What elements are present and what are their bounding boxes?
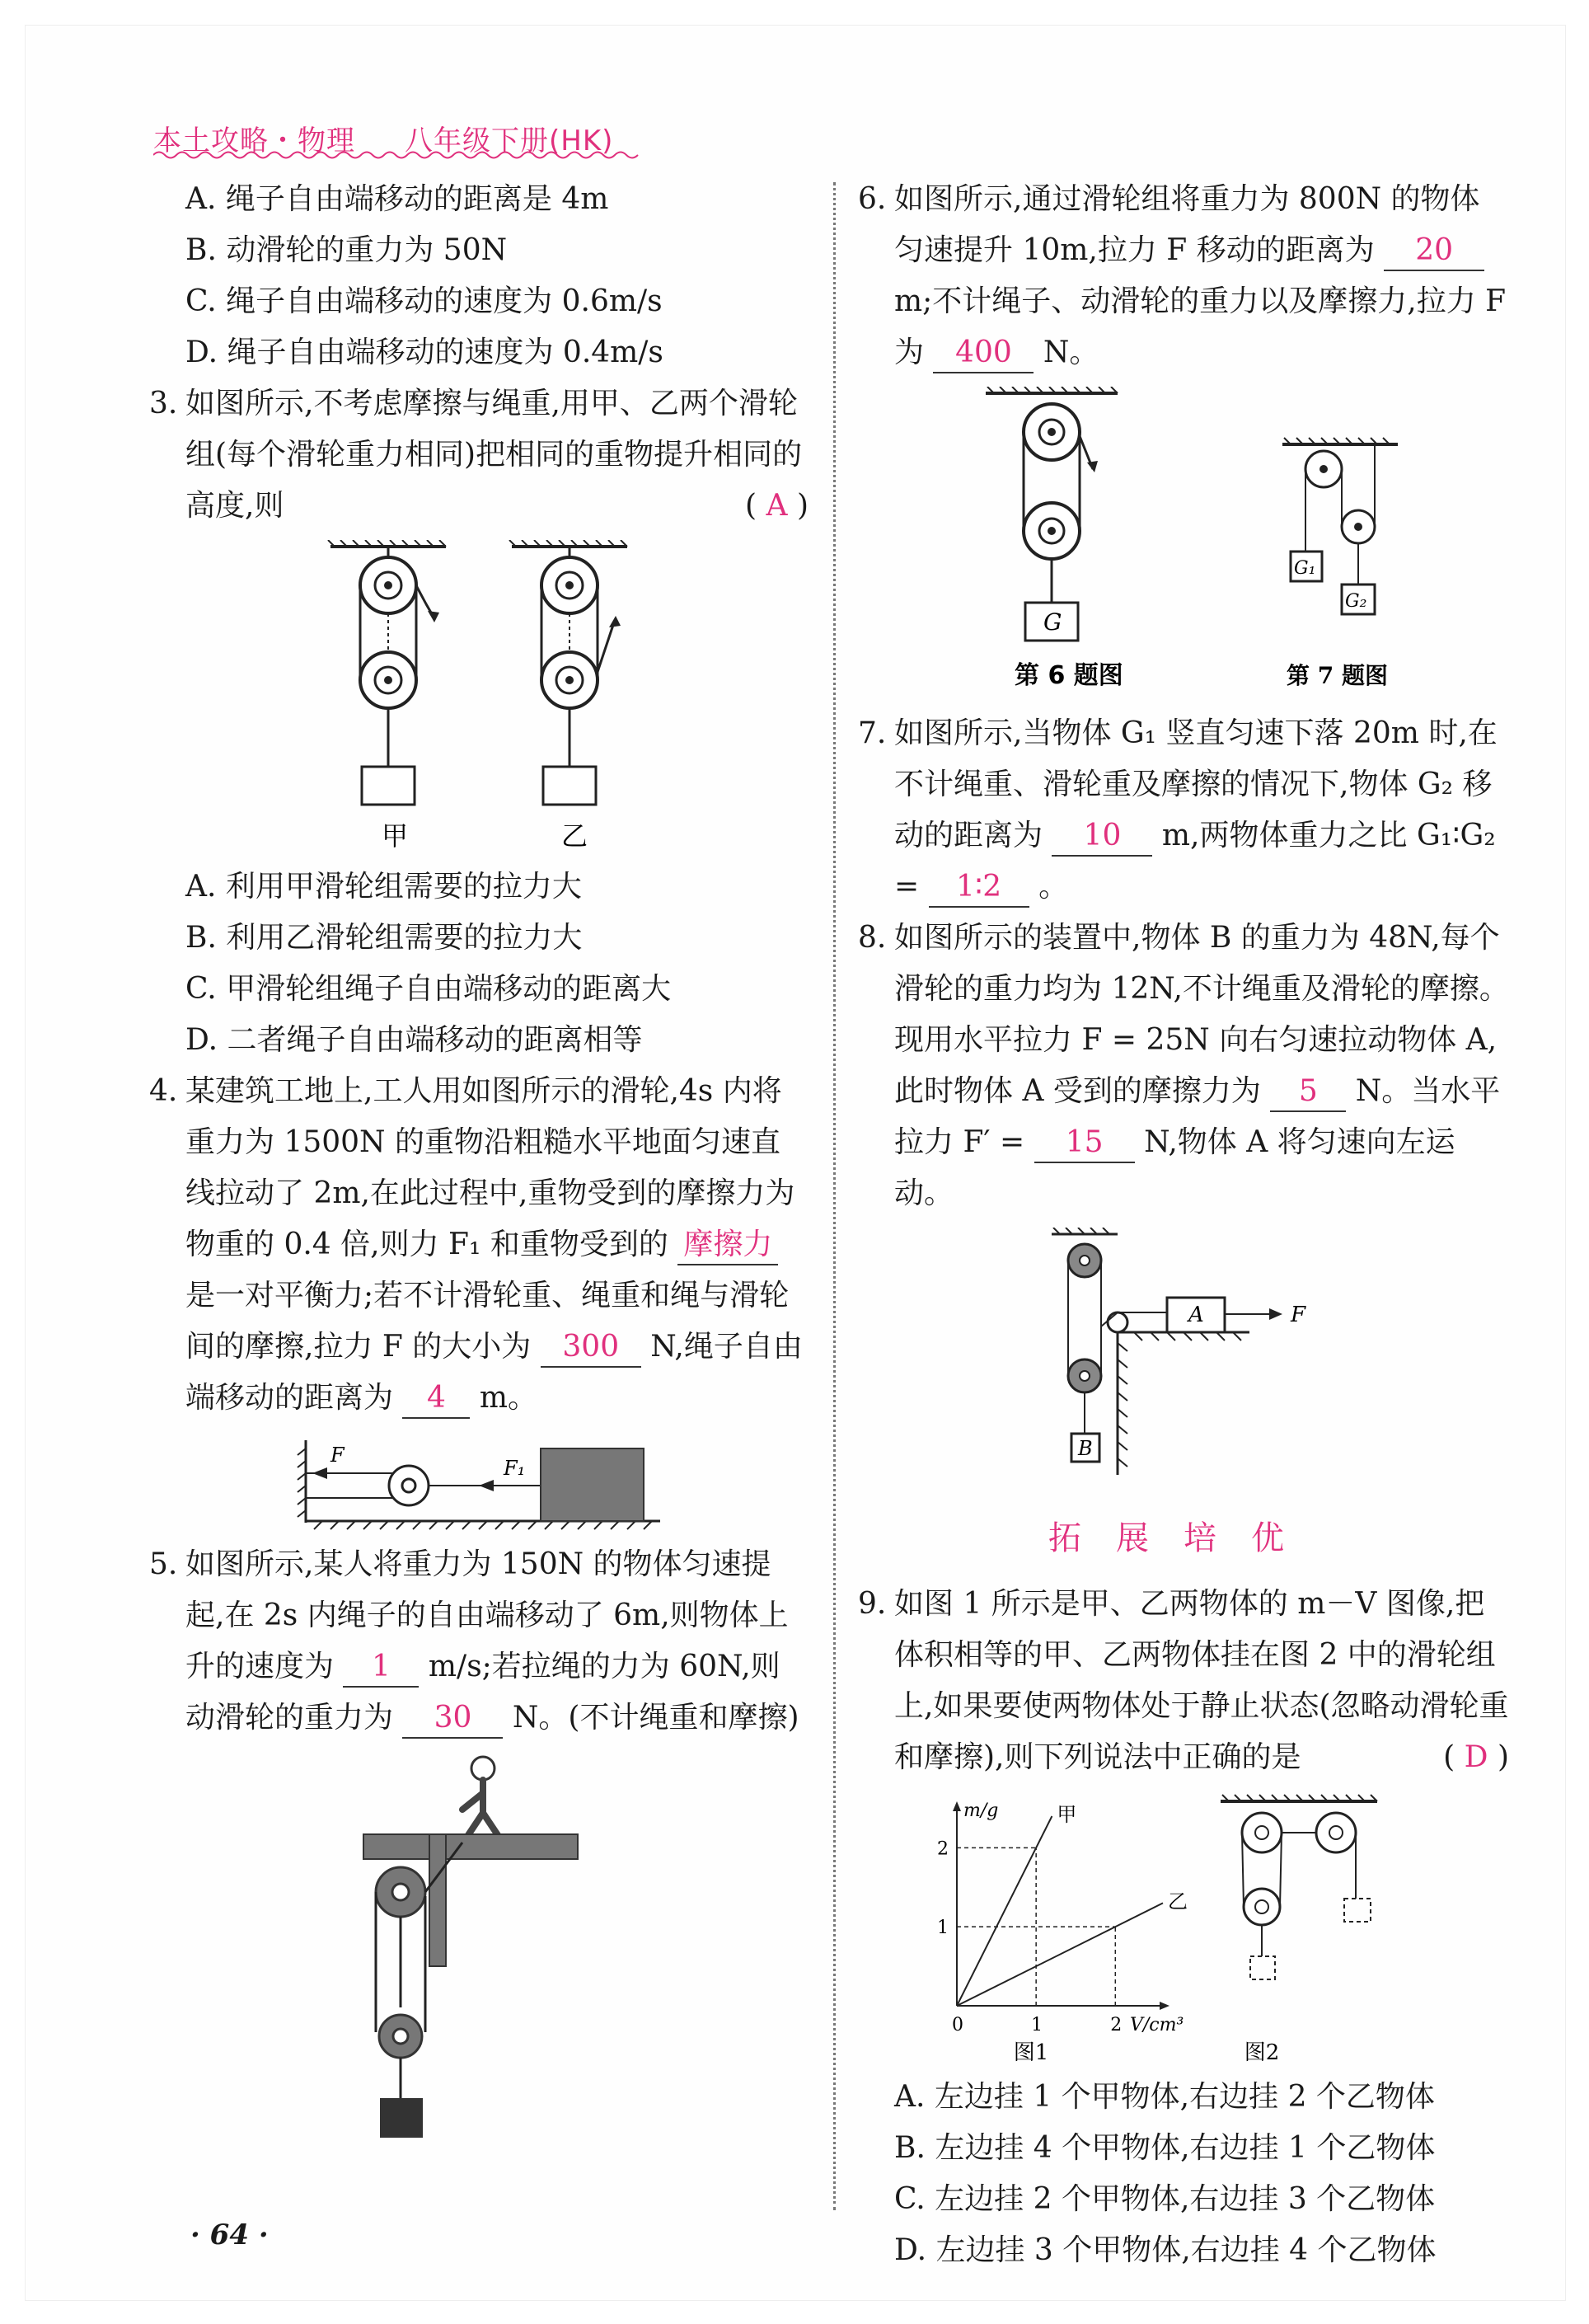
q4-text-2: 是一对平衡力;若不计滑轮重、绳重和绳与滑轮间的摩擦,拉力 F 的大小为 [185, 1279, 790, 1364]
page [25, 25, 1566, 2301]
q7-answer-1: 10 [1052, 817, 1152, 857]
q3-option-b: B. 利用乙滑轮组需要的拉力大 [185, 921, 583, 955]
q8-label-F: F [1291, 1303, 1306, 1327]
q4-figure [289, 1432, 668, 1531]
q5-text-2: m/s;若拉绳的力为 60N,则动滑轮的重力为 [185, 1650, 780, 1735]
q3-option-a: A. 利用甲滑轮组需要的拉力大 [185, 870, 582, 904]
q4-text-1: 某建筑工地上,工人用如图所示的滑轮,4s 内将重力为 1500N 的重物沿粗糙水平地面匀速直线拉动了 2m,在此过程中,重物受到的摩擦力为物重的 0.4 倍,则力 F₁ 和重物受到的 [185, 1074, 795, 1261]
q8-answer-1: 5 [1270, 1073, 1346, 1112]
q3-label-jia: 甲 [382, 820, 409, 852]
q8-label-A: A [1188, 1303, 1204, 1327]
section-title: 拓展培优 [1048, 1519, 1319, 1557]
q4-answer-1: 摩擦力 [677, 1226, 778, 1265]
question-5 [149, 1539, 809, 1744]
left-column [149, 174, 809, 2156]
chart-layer [937, 1801, 1188, 2035]
q8-figure [1035, 1228, 1332, 1491]
series-label-1: 甲 [1057, 1803, 1077, 1826]
q3-option-d: D. 二者绳子自由端移动的距离相等 [185, 1023, 643, 1057]
column-divider [833, 182, 836, 2210]
q4-number: 4. [149, 1074, 178, 1108]
q9-option-b: B. 左边挂 4 个甲物体,右边挂 1 个乙物体 [894, 2131, 1436, 2165]
q8-text-3: N,物体 A 将匀速向左运动。 [894, 1125, 1455, 1210]
q5-figure [355, 1752, 602, 2148]
q5-answer-2: 30 [402, 1699, 503, 1739]
q6-label-G: G [1043, 608, 1062, 636]
grade-title: 八年级下册(HK) [405, 124, 614, 157]
question-3 [149, 378, 809, 532]
q4-label-F: F [330, 1444, 345, 1467]
q9-answer: D [1464, 1740, 1488, 1774]
q7-text-2: m,两物体重力之比 G₁∶G₂ = [894, 819, 1496, 904]
book-title: 本土攻略・物理 [153, 124, 355, 157]
q9-pulley-figure [1212, 1791, 1394, 2063]
series-line-1 [957, 1816, 1052, 2006]
q6-answer-1: 20 [1384, 232, 1484, 271]
q4-label-F1: F₁ [504, 1457, 526, 1480]
series-label-2: 乙 [1168, 1890, 1188, 1913]
header-wavy-line [153, 149, 640, 161]
q5-number: 5. [149, 1547, 178, 1581]
q5-text-3: N。(不计绳重和摩擦) [512, 1701, 799, 1735]
pulley-caption: 图2 [1244, 2040, 1280, 2063]
q4-answer-3: 4 [402, 1379, 470, 1419]
q8-label-B: B [1078, 1437, 1093, 1460]
y-axis-label: m/g [963, 1801, 999, 1821]
q2-option-c: C. 绳子自由端移动的速度为 0.6m/s [185, 284, 663, 318]
q7-pulley-figure [1282, 438, 1398, 689]
q2-option-a: A. 绳子自由端移动的距离是 4m [185, 182, 609, 216]
q9-figures [858, 1791, 1509, 2063]
q7-text-3: 。 [1038, 870, 1069, 904]
page-number: · 64 · [190, 2218, 269, 2251]
q5-answer-1: 1 [343, 1648, 419, 1688]
q9-option-d: D. 左边挂 3 个甲物体,右边挂 4 个乙物体 [894, 2233, 1437, 2267]
q4-text-3: N,绳子自由端移动的距离为 [185, 1330, 803, 1415]
q9-option-a: A. 左边挂 1 个甲物体,右边挂 2 个乙物体 [894, 2080, 1435, 2114]
q6-pulley-figure [986, 387, 1123, 690]
q7-label-G1: G₁ [1294, 558, 1316, 579]
q2-options [149, 174, 809, 378]
q5-text-1: 如图所示,某人将重力为 150N 的物体匀速提起,在 2s 内绳子的自由端移动了 6m,则物体上升的速度为 [185, 1547, 789, 1683]
q9-option-c: C. 左边挂 2 个甲物体,右边挂 3 个乙物体 [894, 2182, 1436, 2216]
q9-number: 9. [858, 1587, 887, 1621]
q9-text: 如图 1 所示是甲、乙两物体的 m－V 图像,把体积相等的甲、乙两物体挂在图 2 中的滑轮组上,如果要使两物体处于静止状态(忽略动滑轮重和摩擦),则下列说法中正确的是 [894, 1587, 1509, 1774]
chart-caption: 图1 [1013, 2040, 1049, 2063]
q6-caption: 第 6 题图 [1015, 661, 1123, 690]
x-axis-label: V/cm³ [1130, 2015, 1184, 2035]
q6-text-2: m;不计绳子、动滑轮的重力以及摩擦力,拉力 F 为 [894, 284, 1507, 369]
pulley-system-yi [509, 540, 627, 852]
q6-q7-figures [920, 387, 1447, 700]
q6-answer-2: 400 [933, 334, 1034, 373]
y-tick-label: 2 [937, 1838, 949, 1860]
q3-options [149, 862, 809, 1066]
x-tick-label: 1 [1031, 2015, 1043, 2035]
q7-answer-2: 1∶2 [929, 868, 1029, 908]
question-8 [858, 913, 1509, 1219]
right-column [858, 174, 1509, 2276]
q2-option-b: B. 动滑轮的重力为 50N [185, 233, 508, 267]
question-9 [858, 1579, 1509, 1783]
q3-answer-paren: ( A ) [745, 489, 809, 523]
q4-answer-2: 300 [541, 1328, 641, 1368]
q3-option-c: C. 甲滑轮组绳子自由端移动的距离大 [185, 972, 672, 1006]
y-axis-arrow [953, 1801, 961, 1811]
q7-text-1: 如图所示,当物体 G₁ 竖直匀速下落 20m 时,在不计绳重、滑轮重及摩擦的情况下,物体 G₂ 移动的距离为 [894, 716, 1498, 852]
q3-text: 如图所示,不考虑摩擦与绳重,用甲、乙两个滑轮组(每个滑轮重力相同)把相同的重物提升相同的高度,则 [185, 387, 803, 523]
q3-number: 3. [149, 387, 178, 420]
q8-number: 8. [858, 921, 887, 955]
q6-text-1: 如图所示,通过滑轮组将重力为 800N 的物体匀速提升 10m,拉力 F 移动的距离为 [894, 182, 1480, 267]
q7-label-G2: G₂ [1345, 591, 1367, 612]
y-tick-label: 1 [937, 1918, 949, 1939]
q8-text-1: 如图所示的装置中,物体 B 的重力为 48N,每个滑轮的重力均为 12N,不计绳重及滑轮的摩擦。现用水平拉力 F = 25N 向右匀速拉动物体 A,此时物体 A 受到的摩擦力为 [894, 921, 1509, 1108]
q8-answer-2: 15 [1034, 1124, 1135, 1163]
series-line-2 [957, 1903, 1163, 2006]
x-axis-arrow [1160, 2002, 1169, 2010]
q7-number: 7. [858, 716, 887, 750]
q9-answer-paren: ( D ) [1443, 1740, 1509, 1774]
q9-options [858, 2072, 1509, 2276]
question-4 [149, 1066, 809, 1424]
mv-chart [924, 1791, 1188, 2063]
q4-text-4: m。 [479, 1381, 538, 1415]
q3-answer: A [766, 489, 788, 523]
question-7 [858, 708, 1509, 913]
q2-option-d: D. 绳子自由端移动的速度为 0.4m/s [185, 336, 663, 369]
q7-caption: 第 7 题图 [1287, 662, 1388, 689]
q3-figure [306, 540, 652, 853]
pulley-system-jia [328, 540, 446, 852]
q6-text-3: N。 [1043, 336, 1099, 369]
x-tick-label: 0 [952, 2015, 963, 2035]
question-6 [858, 174, 1509, 378]
q6-number: 6. [858, 182, 887, 216]
x-tick-label: 2 [1110, 2015, 1123, 2035]
q8-text-2: N。当水平拉力 F′ = [894, 1074, 1501, 1159]
q3-label-yi: 乙 [561, 820, 588, 852]
